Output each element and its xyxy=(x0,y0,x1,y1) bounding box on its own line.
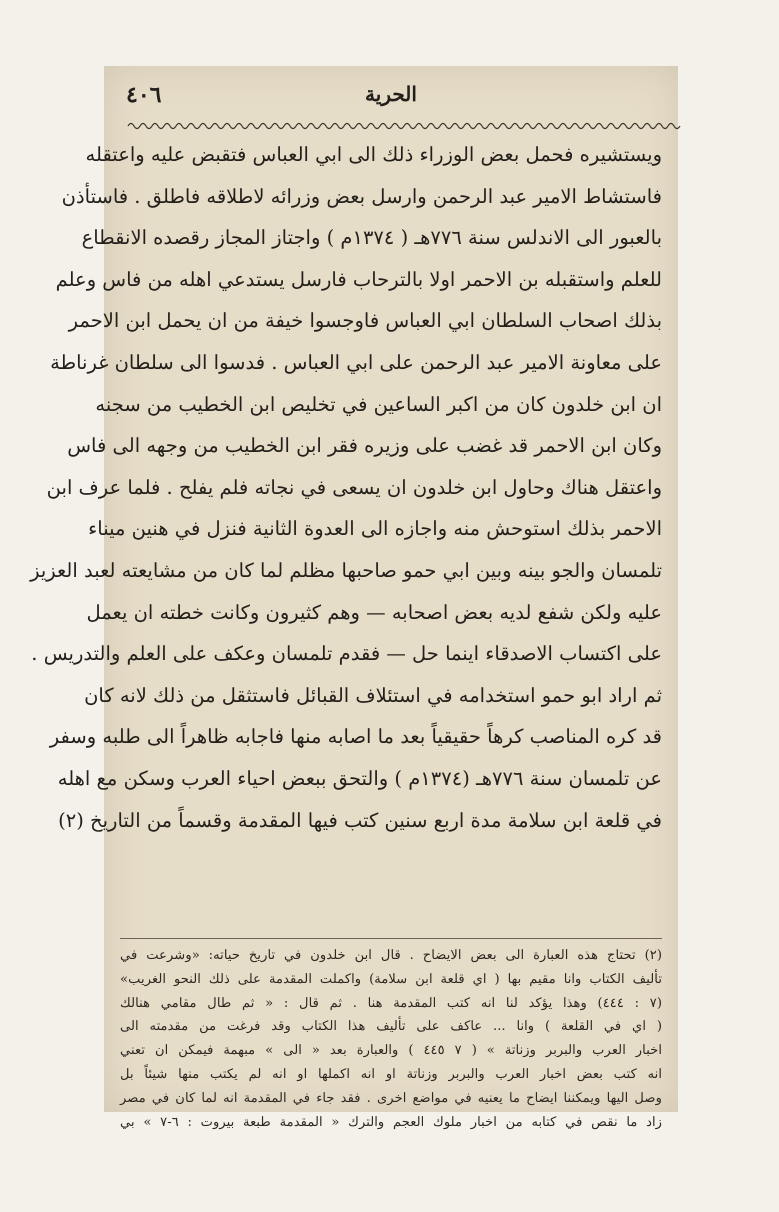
footnote-line: زاد ما نقص في كتابه من اخبار ملوك العجم والترك « المقدمة طبعة بيروت : ٦-٧ » بي xyxy=(120,1114,662,1130)
body-line: بذلك اصحاب السلطان ابي العباس فاوجسوا خيفة من ان يحمل ابن الاحمر xyxy=(68,309,662,333)
body-line: تلمسان والجو بينه وبين ابي حمو صاحبها مظلم لما كان من مشايعته لعبد العزيز xyxy=(30,558,662,582)
footnote-line: وصل اليها ويمكننا ايضاح ما يعنيه في مواضع اخرى . فقد جاء في المقدمة انه لما كان في مصر xyxy=(120,1090,662,1106)
footnote-line: تأليف الكتاب وانا مقيم بها ( اي قلعة ابن سلامة) واكملت المقدمة على ذلك النحو الغريب» xyxy=(120,971,662,987)
body-line: ان ابن خلدون كان من اكبر الساعين في تخليص ابن الخطيب من سجنه xyxy=(95,392,662,416)
footnote-line: انه كتب بعض اخبار العرب والبربر وزناتة او انه اكملها او انه لم يكتب منها شيئاً بل xyxy=(120,1066,662,1082)
footnote-line: ( اي في القلعة ) وانا ... عاكف على تأليف هذا الكتاب وقد فرغت من مقدمته الى xyxy=(120,1019,662,1035)
body-line: فاستشاط الامير عبد الرحمن وارسل بعض وزرائه لاطلاقه فاطلق . فاستأذن xyxy=(61,184,662,208)
page-number: ٤٠٦ xyxy=(126,82,162,108)
body-line: عن تلمسان سنة ٧٧٦هـ (١٣٧٤م ) والتحق ببعض احياء العرب وسكن مع اهله xyxy=(57,766,662,790)
body-line: ثم اراد ابو حمو استخدامه في استئلاف القبائل فاستثقل من ذلك لانه كان xyxy=(84,683,662,707)
body-text xyxy=(30,134,662,841)
body-line: ويستشيره فحمل بعض الوزراء ذلك الى ابي العباس فتقبض عليه واعتقله xyxy=(85,143,662,166)
body-line: للعلم واستقبله بن الاحمر اولا بالترحاب فارسل يستدعي اهله من فاس وعلم xyxy=(55,267,662,291)
body-line: على اكتساب الاصدقاء اينما حل — فقدم تلمسان وعكف على العلم والتدريس . xyxy=(31,642,662,666)
page-header xyxy=(118,76,664,120)
footnote-line: (٧ : ٤٤٤) وهذا يؤكد لنا انه كتب المقدمة هنا . ثم قال : « ثم طال مقامي هنالك xyxy=(120,995,662,1011)
body-line: بالعبور الى الاندلس سنة ٧٧٦هـ ( ١٣٧٤م ) واجتاز المجاز رقصده الانقطاع xyxy=(81,226,662,250)
footnote-divider xyxy=(120,938,662,939)
body-line: وكان ابن الاحمر قد غضب على وزيره فقر ابن الخطيب من وجهه الى فاس xyxy=(67,434,662,458)
body-line: على معاونة الامير عبد الرحمن على ابي العباس . فدسوا الى سلطان غرناطة xyxy=(50,350,662,374)
body-line: الاحمر بذلك استوحش منه واجازه الى العدوة الثانية فنزل في هنين ميناء xyxy=(88,517,662,541)
wavy-divider xyxy=(128,120,682,132)
body-line: واعتقل هناك وحاول ابن خلدون ان يسعى في نجاته فلم يفلح . فلما عرف ابن xyxy=(46,475,662,499)
footnote-line: اخبار العرب والبربر وزناتة » ( ٧ ٤٤٥ ) والعبارة بعد « الى » مبهمة فيمكن ان تعني xyxy=(120,1043,662,1059)
body-line: قد كره المناصب كرهاً حقيقياً بعد ما اصابه منها فاجابه ظاهراً الى طلبه وسفر xyxy=(49,725,662,749)
footnotes xyxy=(120,944,662,1134)
body-line: في قلعة ابن سلامة مدة اربع سنين كتب فيها المقدمة وقسماً من التاريخ (٢) xyxy=(58,808,662,832)
running-title: الحرية xyxy=(365,82,417,106)
book-page xyxy=(30,66,678,1130)
footnote-line: (٢) تحتاج هذه العبارة الى بعض الايضاح . قال ابن خلدون في تاريخ حياته: «وشرعت في xyxy=(120,948,662,963)
body-line: عليه ولكن شفع لديه بعض اصحابه — وهم كثيرون وكانت خطته ان يعمل xyxy=(86,600,662,624)
